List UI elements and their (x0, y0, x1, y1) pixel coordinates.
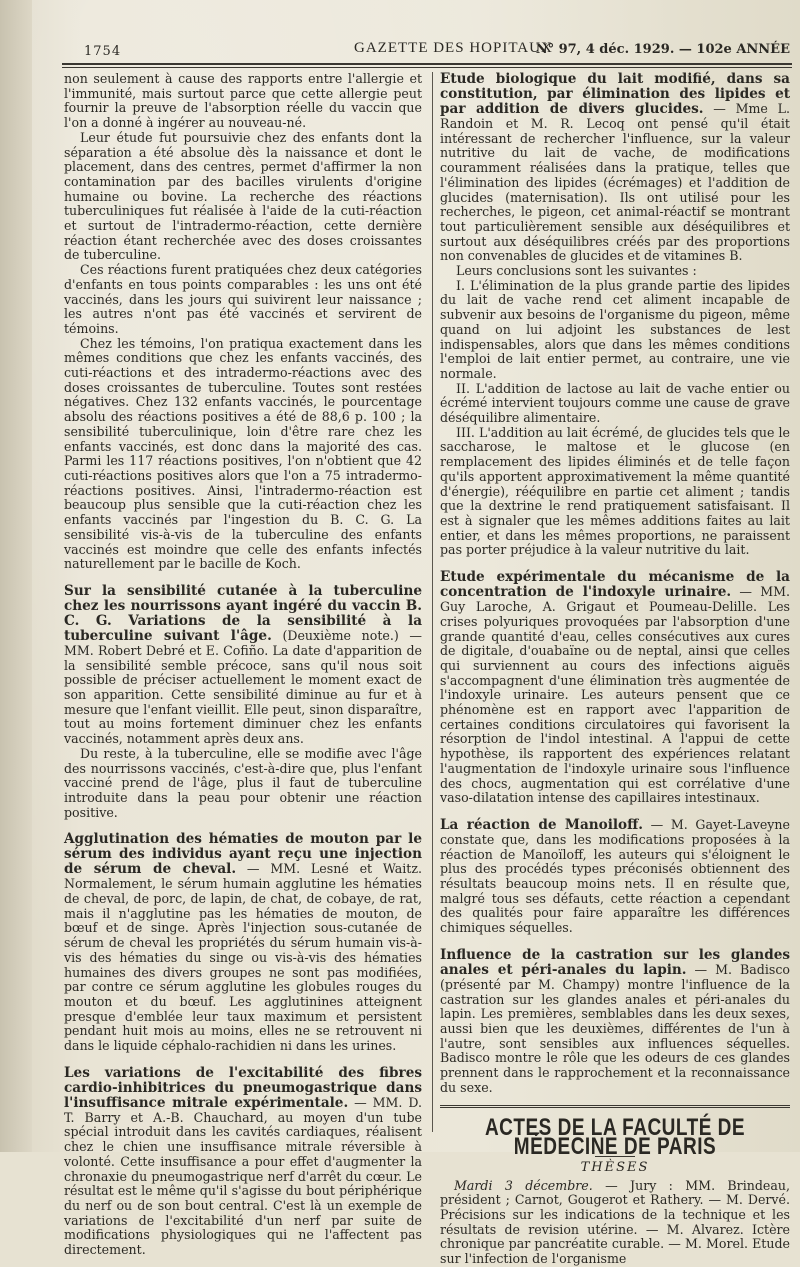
article-manoiloff (440, 818, 790, 936)
article-heading: Etude expérimentale du mécanisme de la concentration de l'indoxyle urinaire. (440, 569, 790, 601)
article-heading: La réaction de Manoiloff. (440, 816, 643, 833)
article-authors: — M. Badisco (présenté par M. Champy) (440, 961, 790, 992)
intro-paragraph: Ces réactions furent pratiquées chez deux catégories d'enfants en tous points comparables : les uns ont été vaccinés, dans les jours qui suivirent leur naissance ; les autres n'ont pas été vaccinés et servirent de témoins. (64, 262, 422, 336)
article-body: Les crises polyuriques provoquées par l'absorption d'une grande quantité d'eau, celles consécutives aux cures de digitale, d'ouabaïne ou de neptal, ainsi que celles qui surviennent au cours des infections aiguës s'accompagnent d'une élimination très augmentée de l'indoxyle urinaire. Les auteurs pensent que ce phénomène est en rapport avec l'apparition de certaines conditions circulatoires qui favorisent la résorption de l'indol intestinal. A l'appui de cette hypothèse, ils rapportent des expériences relatant l'augmentation de l'indoxyle urinaire sous l'influence des chocs, augmentation qui est corrélative d'une vaso-dilatation intense des capillaires intestinaux. (440, 599, 790, 806)
header-rule (62, 63, 792, 65)
article-body: montre l'influence de la castration sur les glandes anales et péri-anales du lapin. Les premières, semblables dans les deux sexes, aussi bien que les deuxièmes, différentes de l'un à l'autre, sont sensibles aux influences séquelles. Badisco montre le rôle que les odeurs de ces glandes prennent dans le rapprochement et la reconnaissance du sexe. (440, 976, 790, 1095)
article-heading: Agglutination des hématies de mouton par le sérum des individus ayant reçu une injection de sérum de cheval. (64, 831, 422, 878)
journal-title: GAZETTE DES HOPITAUX (354, 40, 553, 56)
article-agglutination (64, 832, 422, 1053)
page-number: 1754 (84, 44, 122, 59)
article-body: au moyen d'un tube spécial introduit dans les cavités cardiaques, réalisent chez le chien une insuffisance mitrale réversible à volonté. Cette insuffisance a pour effet d'augmenter la chronaxie du pneumogastrique nerf d'arrêt du cœur. Le résultat est le même qu'il s'agisse du bout périphérique du nerf ou de son bout central. C'est là un exemple de variations de l'excitabilité d'un nerf par suite de modifications physiologiques qui ne l'affectent pas directement. (64, 1109, 423, 1258)
article-authors: — MM. Guy Laroche, A. Grigaut et Poumeau-Delille. (440, 584, 791, 615)
article-sensibilite (64, 584, 422, 820)
article-authors: — M. Gayet-Laveyne (650, 816, 790, 832)
article-heading: Sur la sensibilité cutanée à la tuberculine chez les nourrissons ayant ingéré du vaccin B. C. G. Variations de la sensibilité à la tuberculine suivant l'âge. (64, 582, 422, 644)
left-column (64, 72, 422, 1267)
article-authors: — MM. D. T. Barry et A.-B. Chauchard, (64, 1094, 423, 1125)
theses-body: — Jury : MM. Brindeau, président ; Carnot, Gougerot et Rathery. — M. Dervé. Précisions sur les indications de la technique et les résultats de revision utérine. — M. Alvarez. Ictère chronique par pancréatite curable. — M. Morel. Etude sur l'infection de l'organisme (440, 1177, 790, 1267)
section-rule (440, 1105, 790, 1108)
article-body: La date d'apparition de la sensibilité semble précoce, sans qu'il nous soit possible de préciser actuellement le moment exact de son apparition. Cette sensibilité diminue au fur et à mesure que l'enfant vieillit. Elle peut, sinon disparaître, tout au moins fortement diminuer chez les enfants vaccinés, notamment après deux ans. (64, 642, 422, 747)
article-body: Normalement, le sérum humain agglutine les hématies de cheval, de porc, de lapin, de chat, de cobaye, de rat, mais il n'agglutine pas les hématies de mouton, de bœuf et de singe. Après l'injection sous-cutanée de sérum de cheval les propriétés du sérum humain vis-à-vis des hématies du singe ou vis-à-vis des hématies humaines des divers groupes ne sont pas modifiées, par contre ce sérum agglutine les globules rouges du mouton et du bœuf. Les agglutinines atteignent presque d'emblée leur taux maximum et persistent pendant huit mois au moins, elles ne se retrouvent ni dans le liquide céphalo-rachidien ni dans les urines. (64, 876, 422, 1054)
article-authors: — Mme L. Randoin et M. R. Lecoq (440, 101, 790, 131)
intro-paragraph: Leur étude fut poursuivie chez des enfants dont la séparation a été absolue dès la naissance et dont le placement, dans des centres, permet d'affirmer la non contamination par des bacilles virulents d'origine humaine ou bovine. La recherche des réactions tuberculiniques fut réalisée à l'aide de la cuti-réaction et surtout de l'intradermo-réaction, cette dernière réaction étant recherchée avec des doses croissantes de tuberculine. (64, 129, 422, 263)
article-excitabilite (64, 1066, 422, 1258)
article-body-2: Du reste, à la tuberculine, elle se modifie avec l'âge des nourrissons vaccinés, c'est-à-dire que, plus l'enfant vacciné prend de l'âge, plus il faut de tuberculine introduite dans la peau pour obtenir une réaction positive. (64, 745, 422, 820)
article-castration (440, 948, 790, 1096)
conclusions-intro: Leurs conclusions sont les suivantes : (456, 263, 697, 279)
article-lait (440, 72, 790, 558)
actes-section (440, 1115, 790, 1267)
article-body: ont pensé qu'il était intéressant de rechercher l'influence, sur la valeur nutritive du lait de vache, de modifications couramment réalisées dans la pratique, telles que l'élimination des lipides (écrémages) et l'addition de glucides (maternisation). Ils ont utilisé pour les recherches, le pigeon, cet animal-réactif se montrant tout particulièrement sensible aux déséquilibres et surtout aux déséquilibres créés par des proportions non convenables de glucides et de vitamines B. (440, 116, 790, 264)
article-heading: Etude biologique du lait modifié, dans sa constitution, par élimination des lipides et par addition de divers glucides. (440, 71, 790, 117)
article-heading: Les variations de l'excitabilité des fibres cardio-inhibitrices du pneumogastrique dans l'insuffisance mitrale expérimentale. (64, 1064, 422, 1111)
actes-title: ACTES DE LA FACULTÉ DE MÉDECINE DE PARIS (484, 1115, 746, 1161)
conclusion-item: II. L'addition de lactose au lait de vache entier ou écrémé intervient toujours comme une cause de grave déséquilibre alimentaire. (440, 380, 790, 426)
column-divider (432, 72, 433, 1132)
article-heading: Influence de la castration sur les glandes anales et péri-anales du lapin. (440, 946, 790, 978)
theses-subtitle: THÈSES (580, 1159, 650, 1175)
article-note: (Deuxième note.) — MM. Robert Debré et E. Cofiño. (64, 627, 422, 658)
conclusion-item: I. L'élimination de la plus grande partie des lipides du lait de vache rend cet aliment incapable de subvenir aux besoins de l'organisme du pigeon, même quand on lui adjoint les substances de lest indispensables, alors que dans les mêmes conditions l'emploi de lait entier permet, au contraire, une vie normale. (440, 277, 790, 381)
article-authors: — MM. Lesné et Waitz. (246, 861, 423, 877)
binding-gutter (0, 0, 32, 1152)
issue-info: N° 97, 4 déc. 1929. — 102e ANNÉE (535, 42, 790, 57)
intro-paragraph: non seulement à cause des rapports entre l'allergie et l'immunité, mais surtout parce que cette allergie peut fournir la preuve de l'absorption réelle du vaccin que l'on a donné à ingérer au nouveau-né. (64, 71, 422, 131)
conclusion-item: III. L'addition au lait écrémé, de glucides tels que le saccharose, le maltose et le glucose (en remplacement des lipides éliminés et de telle façon qu'ils apportent approximativement la même quantité d'énergie), rééquilibre en partie cet aliment ; tandis que la dextrine le rend pratiquement satisfaisant. Il est à signaler que les mêmes additions faites au lait entier, et dans les mêmes proportions, ne paraissent pas porter préjudice à la valeur nutritive du lait. (440, 424, 790, 558)
right-column (440, 72, 790, 1267)
article-body: constate que, dans les modifications proposées à la réaction de Manoïloff, les auteurs qui s'éloignent le plus des procédés types préconisés obtiennent des résultats beaucoup moins nets. Il en résulte que, malgré tous ses défauts, cette réaction a cependant des qualités pour faire apparaître les différences chimiques séquelles. (440, 831, 790, 936)
article-indoxyle (440, 570, 790, 806)
theses-date: Mardi 3 décembre. (454, 1177, 593, 1193)
page-header (84, 36, 794, 62)
header-rule-thin (62, 67, 792, 68)
intro-paragraph: Chez les témoins, l'on pratiqua exactement dans les mêmes conditions que chez les enfants vaccinés, des cuti-réactions et des intradermo-réactions avec des doses croissantes de tuberculine. Toutes sont restées négatives. Chez 132 enfants vaccinés, le pourcentage absolu des réactions positives a été de 88,6 p. 100 ; la sensibilité tuberculinique, loin d'être rare chez les enfants vaccinés, est donc dans la majorité des cas. Parmi les 117 réactions positives, l'on n'obtient que 42 cuti-réactions positives alors que l'on a 75 intradermo-réactions positives. Ainsi, l'intradermo-réaction est beaucoup plus sensible que la cuti-réaction chez les enfants vaccinés par l'ingestion du B. C. G. La sensibilité vis-à-vis de la tuberculine des enfants vaccinés est moindre que celle des enfants infectés naturellement par le bacille de Koch. (64, 335, 422, 572)
